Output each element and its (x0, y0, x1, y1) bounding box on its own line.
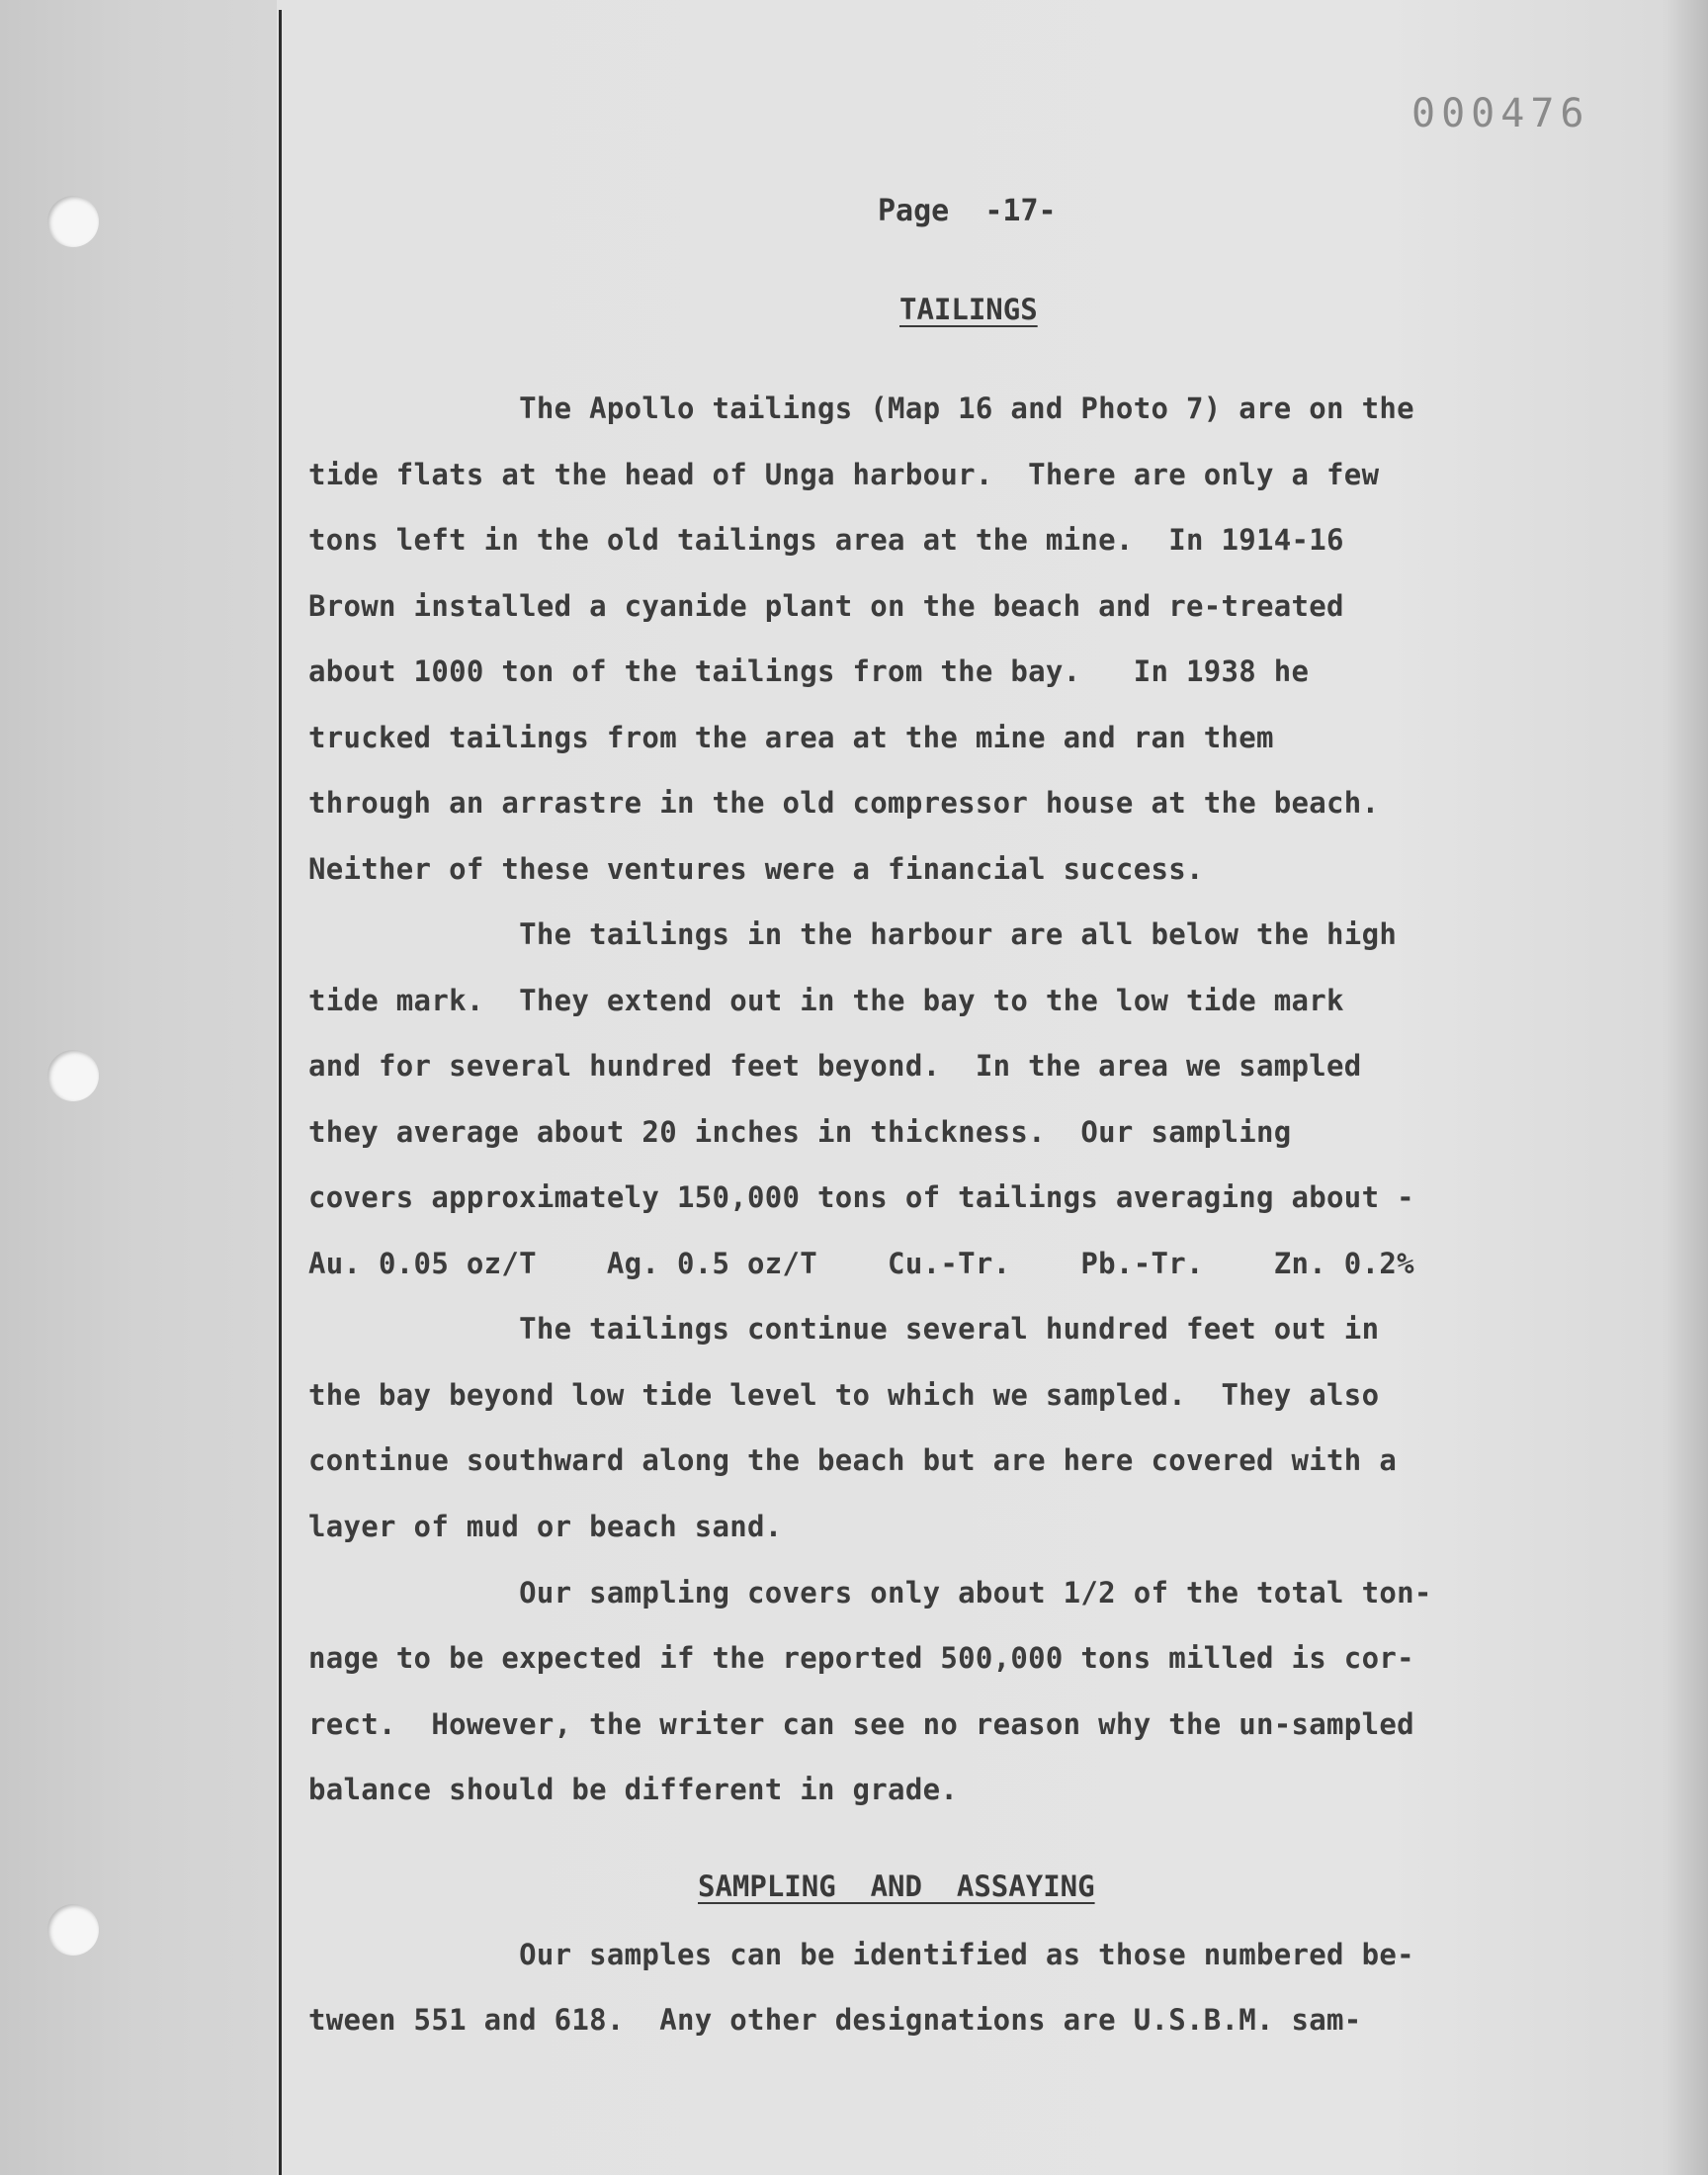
text-line: Neither of these ventures were a financial success. (308, 852, 1204, 886)
text-line: through an arrastre in the old compressor house at the beach. (308, 786, 1380, 820)
text-line: rect. However, the writer can see no reason why the un-sampled (308, 1707, 1414, 1741)
text-line: Brown installed a cyanide plant on the beach and re-treated (308, 589, 1344, 623)
text-line: Our samples can be identified as those numbered be- (308, 1938, 1414, 1971)
punch-hole-middle (47, 1050, 99, 1101)
text-line: tons left in the old tailings area at the mine. In 1914-16 (308, 523, 1344, 557)
assay-values-line: Au. 0.05 oz/T Ag. 0.5 oz/T Cu.-Tr. Pb.-Tr. Zn. 0.2% (308, 1247, 1414, 1280)
text-line: trucked tailings from the area at the mine and ran them (308, 721, 1274, 754)
text-line: nage to be expected if the reported 500,000 tons milled is cor- (308, 1641, 1414, 1675)
text-line: about 1000 ton of the tailings from the bay. In 1938 he (308, 654, 1310, 688)
binder-margin (0, 0, 277, 2175)
page-number: Page -17- (878, 194, 1057, 228)
text-line: The Apollo tailings (Map 16 and Photo 7) are on the (308, 392, 1414, 425)
text-line: continue southward along the beach but are here covered with a (308, 1443, 1398, 1477)
document-stamp-number: 000476 (1411, 91, 1590, 136)
margin-rule-line (279, 10, 282, 2175)
text-line: The tailings continue several hundred feet out in (308, 1312, 1380, 1346)
text-line: and for several hundred feet beyond. In the area we sampled (308, 1049, 1362, 1083)
section-heading-sampling: SAMPLING AND ASSAYING (698, 1870, 1095, 1903)
text-line: covers approximately 150,000 tons of tailings averaging about - (308, 1180, 1414, 1214)
punch-hole-bottom (47, 1904, 99, 1956)
text-line: tween 551 and 618. Any other designations are U.S.B.M. sam- (308, 2003, 1362, 2037)
text-line: tide flats at the head of Unga harbour. There are only a few (308, 458, 1380, 491)
punch-hole-top (47, 196, 99, 247)
text-line: Our sampling covers only about 1/2 of the total ton- (308, 1576, 1432, 1610)
text-line: tide mark. They extend out in the bay to the low tide mark (308, 984, 1344, 1017)
text-line: they average about 20 inches in thickness. Our sampling (308, 1115, 1292, 1149)
text-line: balance should be different in grade. (308, 1773, 959, 1806)
text-line: layer of mud or beach sand. (308, 1510, 783, 1543)
page-edge-shadow (1666, 0, 1708, 2175)
text-line: the bay beyond low tide level to which we sampled. They also (308, 1378, 1380, 1412)
section-heading-tailings: TAILINGS (899, 293, 1038, 326)
text-line: The tailings in the harbour are all below the high (308, 917, 1398, 951)
